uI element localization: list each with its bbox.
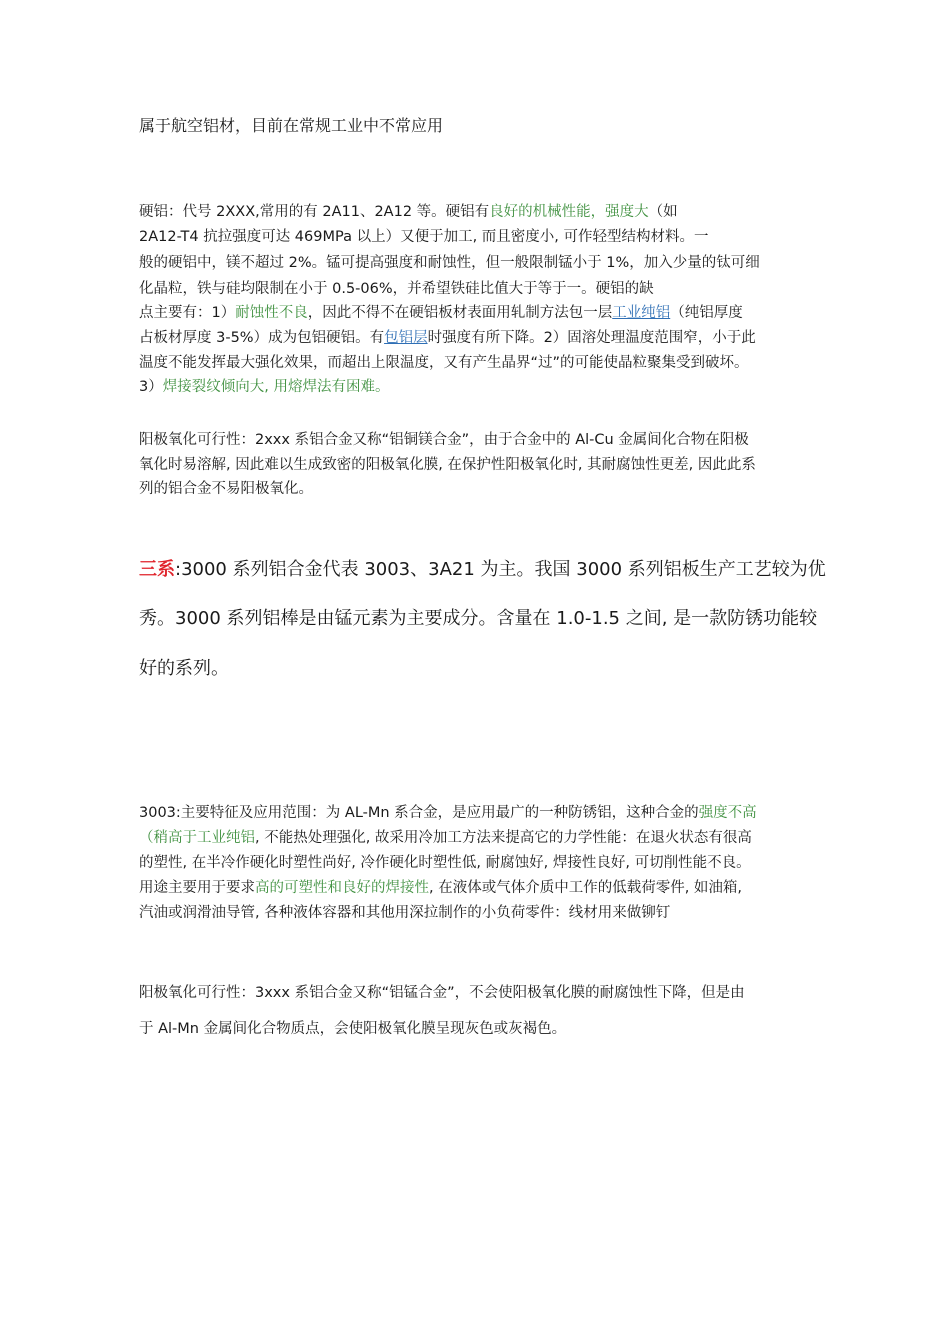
link-clad-layer[interactable]: 包铝层 <box>384 330 428 346</box>
highlight-text: 高的可塑性和良好的焊接性 <box>255 880 429 896</box>
text-line: 汽油或润滑油导管, 各种液体容器和其他用深拉制作的小负荷零件：线材用来做铆钉 <box>139 905 671 921</box>
intro-line: 属于航空铝材，目前在常规工业中不常应用 <box>139 116 444 135</box>
text-line: 2A12-T4 抗拉强度可达 469MPa 以上）又便于加工, 而且密度小, 可作轻型结构材料。一 <box>139 229 709 245</box>
text-line: 占板材厚度 3-5%）成为包铝硬铝。有包铝层时强度有所下降。2）固溶处理温度范围窄，小于此 <box>139 330 756 346</box>
text-line: 列的铝合金不易阳极氧化。 <box>139 481 313 497</box>
text-line: 点主要有：1）耐蚀性不良，因此不得不在硬铝板材表面用轧制方法包一层工业纯铝（纯铝厚度 <box>139 305 743 321</box>
text-line: （稍高于工业纯铝, 不能热处理强化, 故采用冷加工方法来提高它的力学性能：在退火状态有很高 <box>139 830 752 846</box>
highlight-text: 焊接裂纹倾向大, 用熔焊法有困难。 <box>162 379 390 395</box>
text-line: 阳极氧化可行性：3xxx 系铝合金又称“铝锰合金”，不会使阳极氧化膜的耐腐蚀性下降，但是由 <box>139 985 745 1001</box>
text-line: 三系:3000 系列铝合金代表 3003、3A21 为主。我国 3000 系列铝板生产工艺较为优 <box>139 559 826 580</box>
text-line: 3003:主要特征及应用范围：为 AL-Mn 系合金，是应用最广的一种防锈铝，这种合金的强度不高 <box>139 805 757 821</box>
text-line: 3）焊接裂纹倾向大, 用熔焊法有困难。 <box>139 379 390 395</box>
text-line: 的塑性, 在半冷作硬化时塑性尚好, 冷作硬化时塑性低, 耐腐蚀好, 焊接性良好, 可切削性能不良。 <box>139 855 751 871</box>
text-line: 于 Al-Mn 金属间化合物质点，会使阳极氧化膜呈现灰色或灰褐色。 <box>139 1021 567 1037</box>
text-line: 用途主要用于要求高的可塑性和良好的焊接性, 在液体或气体介质中工作的低载荷零件, 如油箱, <box>139 880 743 896</box>
highlight-text: 耐蚀性不良 <box>235 305 308 321</box>
text-line: 般的硬铝中，镁不超过 2%。锰可提高强度和耐蚀性，但一般限制锰小于 1%，加入少量的钛可细 <box>139 255 760 271</box>
highlight-text: 强度不高 <box>698 805 757 821</box>
text-line: 氧化时易溶解, 因此难以生成致密的阳极氧化膜, 在保护性阳极氧化时, 其耐腐蚀性更差, 因此此系 <box>139 457 756 473</box>
text-line: 秀。3000 系列铝棒是由锰元素为主要成分。含量在 1.0-1.5 之间, 是一款防锈功能较 <box>139 608 818 629</box>
link-industrial-pure-aluminum[interactable]: 工业纯铝 <box>612 305 671 321</box>
text-line: 硬铝：代号 2XXX,常用的有 2A11、2A12 等。硬铝有良好的机械性能，强度大（如 <box>139 204 678 220</box>
text-line: 温度不能发挥最大强化效果，而超出上限温度，又有产生晶界“过”的可能使晶粒聚集受到破坏。 <box>139 355 749 371</box>
series-label: 三系 <box>139 559 175 580</box>
text-line: 好的系列。 <box>139 658 229 679</box>
text-line: 化晶粒，铁与硅均限制在小于 0.5-06%，并希望铁硅比值大于等于一。硬铝的缺 <box>139 281 654 297</box>
text-line: 阳极氧化可行性：2xxx 系铝合金又称“铝铜镁合金”，由于合金中的 Al-Cu 金属间化合物在阳极 <box>139 432 749 448</box>
highlight-text: 良好的机械性能，强度大 <box>489 204 649 220</box>
highlight-text: （稍高于工业纯铝 <box>139 830 255 846</box>
